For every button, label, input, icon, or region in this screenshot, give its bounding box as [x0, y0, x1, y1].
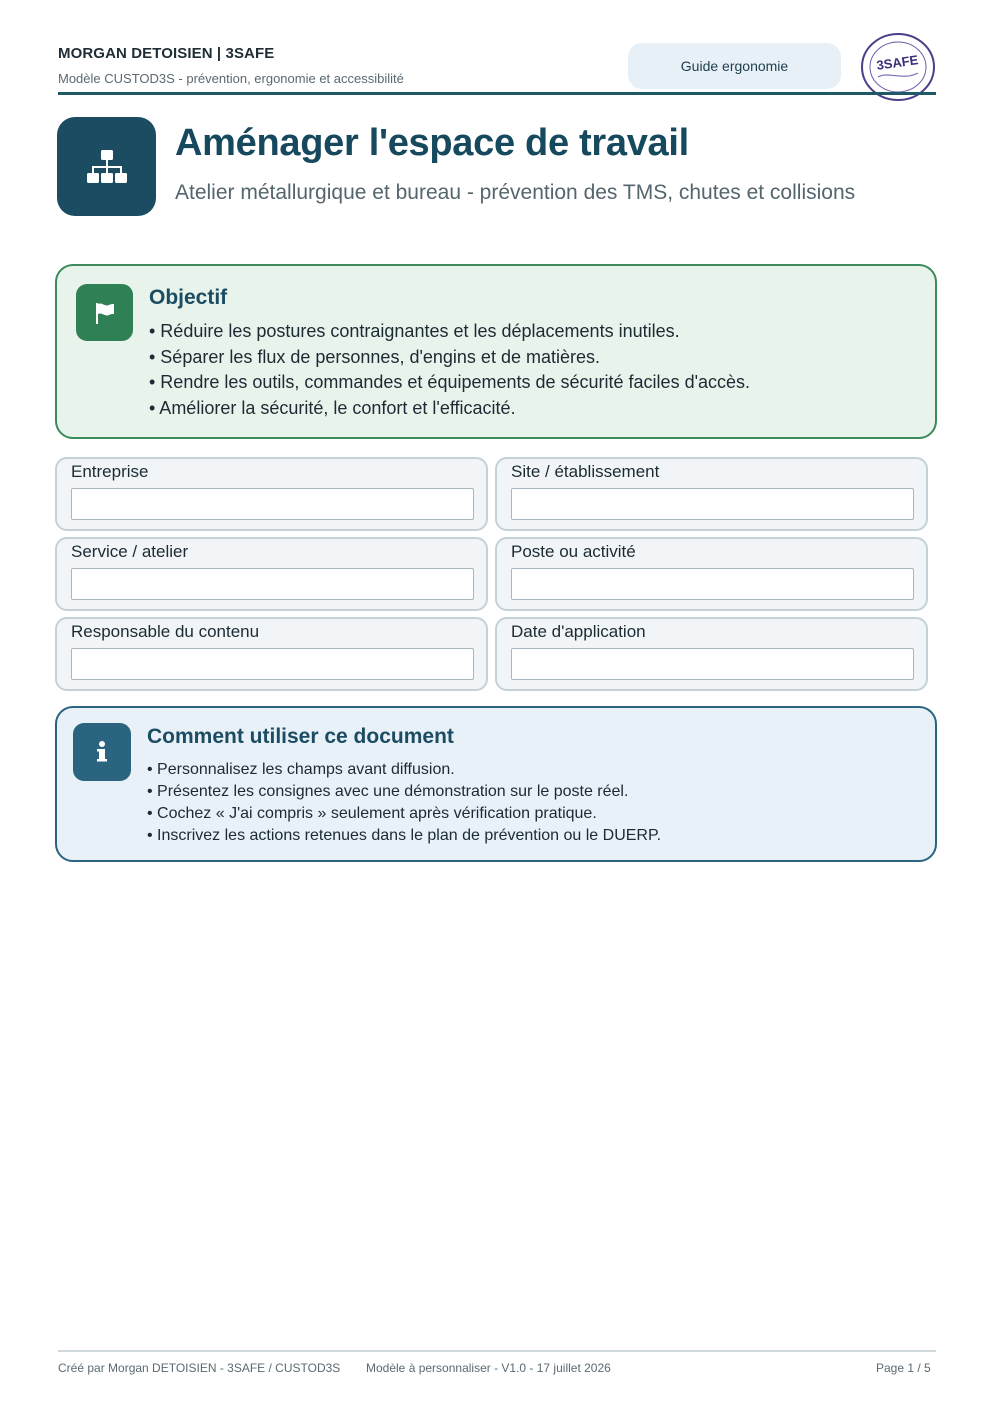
header-divider	[58, 92, 936, 95]
poste-input[interactable]	[511, 568, 914, 600]
page-number: Page 1 / 5	[876, 1361, 931, 1375]
footer-created-by: Créé par Morgan DETOISIEN - 3SAFE / CUSTOD3S	[58, 1361, 341, 1375]
list-item: • Cochez « J'ai compris » seulement après vérification pratique.	[147, 805, 597, 822]
usage-card	[55, 706, 937, 862]
field-label: Entreprise	[71, 462, 149, 481]
list-item: • Personnalisez les champs avant diffusion.	[147, 761, 455, 778]
list-item: • Rendre les outils, commandes et équipements de sécurité faciles d'accès.	[149, 372, 751, 392]
list-item: • Améliorer la sécurité, le confort et l'efficacité.	[149, 397, 516, 418]
list-item: • Inscrivez les actions retenues dans le plan de prévention ou le DUERP.	[147, 827, 662, 844]
objective-card	[55, 264, 937, 439]
field-label: Service / atelier	[71, 542, 189, 561]
header-model-line: Modèle CUSTOD3S - prévention, ergonomie et accessibilité	[58, 71, 404, 86]
guide-badge-label: Guide ergonomie	[680, 58, 789, 74]
field-site	[495, 457, 928, 531]
field-label: Responsable du contenu	[71, 622, 260, 641]
usage-title: Comment utiliser ce document	[147, 725, 454, 748]
field-date	[495, 617, 928, 691]
page-subtitle: Atelier métallurgique et bureau - prévention des TMS, chutes et collisions	[175, 181, 856, 204]
usage-list	[147, 759, 661, 847]
footer-model-version: Modèle à personnaliser - V1.0 - 17 juillet 2026	[366, 1361, 611, 1375]
entreprise-input[interactable]	[71, 488, 474, 520]
list-item: • Séparer les flux de personnes, d'engins et de matières.	[149, 346, 600, 367]
org-chart-icon	[57, 117, 156, 216]
field-poste	[495, 537, 928, 611]
field-service	[55, 537, 488, 611]
list-item: • Réduire les postures contraignantes et les déplacements inutiles.	[149, 321, 680, 341]
svg-text:3SAFE: 3SAFE	[875, 52, 920, 73]
page-title: Aménager l'espace de travail	[175, 122, 689, 164]
header-brand: MORGAN DETOISIEN | 3SAFE	[58, 45, 275, 62]
objective-list	[149, 319, 750, 421]
footer-divider	[58, 1350, 936, 1352]
date-input[interactable]	[511, 648, 914, 680]
field-entreprise	[55, 457, 488, 531]
field-label: Date d'application	[511, 622, 646, 641]
flag-icon	[76, 284, 133, 341]
responsable-input[interactable]	[71, 648, 474, 680]
site-input[interactable]	[511, 488, 914, 520]
info-icon	[73, 723, 131, 781]
service-input[interactable]	[71, 568, 474, 600]
field-label: Site / établissement	[511, 462, 660, 481]
guide-badge	[628, 43, 841, 89]
field-label: Poste ou activité	[511, 542, 636, 561]
field-responsable	[55, 617, 488, 691]
list-item: • Présentez les consignes avec une démonstration sur le poste réel.	[147, 783, 629, 800]
objective-title: Objectif	[149, 286, 228, 309]
